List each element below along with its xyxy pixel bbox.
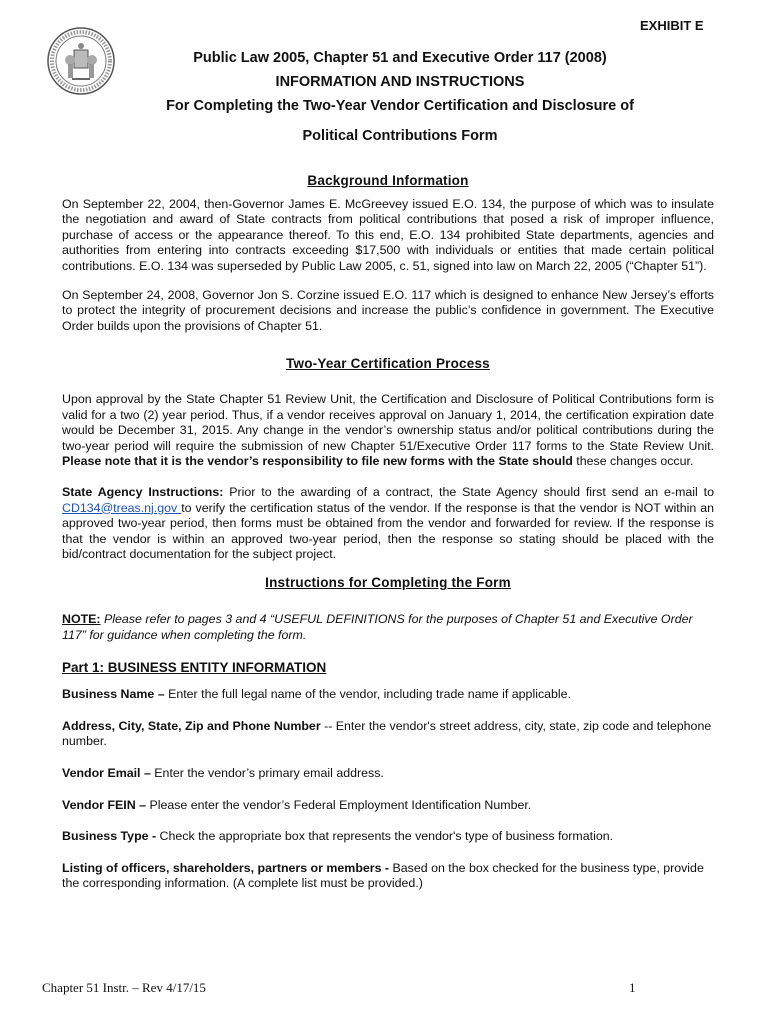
footer-revision: Chapter 51 Instr. – Rev 4/17/15 [42,980,206,995]
instruction-item-text: Based on the box checked for the business type, provide the corresponding information. (A complete list must be provided.) [62,860,704,891]
document-body [62,173,714,892]
agency-instructions-label: State Agency Instructions: [62,484,224,499]
instruction-item [62,861,714,892]
instruction-item [62,829,714,845]
document-title-line1: Public Law 2005, Chapter 51 and Executive Order 117 (2008) [193,50,607,66]
instruction-item-text: -- Enter the vendor's street address, city, state, zip code and telephone number. [62,718,712,749]
certification-text-end: these changes occur. [572,454,694,469]
note-label: NOTE: [62,612,101,627]
instruction-item-label: Vendor Email – [62,766,151,781]
instruction-item-text: Enter the full legal name of the vendor, including trade name if applicable. [164,687,572,702]
instruction-item [62,687,714,703]
background-paragraph-2: On September 24, 2008, Governor Jon S. Corzine issued E.O. 117 which is designed to enhance New Jersey’s efforts to protect the integrity of procurement decisions and increase the public’s confidence in government. The Executive Order builds upon the provisions of Chapter 51. [62,287,714,333]
agency-email-link[interactable]: CD134@treas.nj.gov [62,500,182,515]
instruction-item-text: Please enter the vendor’s Federal Employment Identification Number. [146,797,532,812]
title-block [0,50,770,144]
instructions-heading: Instructions for Completing the Form [265,574,511,590]
part1-heading: Part 1: BUSINESS ENTITY INFORMATION [62,659,327,675]
background-heading: Background Information [307,173,469,188]
instruction-item-label: Business Type - [62,829,157,844]
instruction-item [62,798,714,814]
exhibit-label: EXHIBIT E [640,18,704,33]
certification-text: Upon approval by the State Chapter 51 Review Unit, the Certification and Disclosure of Political Contributions form is valid for a two (2) year period. Thus, if a vendor receives approval on January 1, 2014, the certification expiration date would be December 31, 2015. Any change in the vendor’s ownership status and/or political contributions during the two-year period will require the submission of new Chapter 51/Executive Order 117 forms to the State Review Unit. [62,391,714,453]
instruction-item [62,766,714,782]
instruction-item-label: Address, City, State, Zip and Phone Number [62,718,321,733]
note-text: Please refer to pages 3 and 4 “USEFUL DEFINITIONS for the purposes of Chapter 51 and Executive Order 117” for guidance when completing the form. [62,612,693,643]
instruction-item-text: Enter the vendor’s primary email address. [150,766,384,781]
document-title-line4: Political Contributions Form [302,128,498,144]
certification-heading: Two-Year Certification Process [286,356,490,372]
instruction-item-label: Listing of officers, shareholders, partners or members - [62,860,390,875]
document-title-line3: For Completing the Two-Year Vendor Certification and Disclosure of [166,98,634,114]
instruction-item [62,719,714,750]
page-number: 1 [629,980,636,995]
instruction-item-label: Business Name – [62,687,165,702]
note-paragraph [62,612,714,643]
document-title-line2: INFORMATION AND INSTRUCTIONS [275,74,525,90]
certification-bold-note: Please note that it is the vendor’s responsibility to file new forms with the State should [62,454,573,469]
agency-instructions-paragraph [62,485,714,563]
agency-instructions-text1: Prior to the awarding of a contract, the State Agency should first send an e-mail to [223,484,714,499]
certification-paragraph [62,392,714,470]
agency-instructions-text2: to verify the certification status of the vendor. If the response is that the vendor is NOT within an approved two-year period, then forms must be obtained from the vendor and forwarded for review. If the response is that the vendor is within an approved two-year period, then the response so stating should be placed with the bid/contract documentation for the subject project. [62,500,714,562]
background-paragraph-1: On September 22, 2004, then-Governor James E. McGreevey issued E.O. 134, the purpose of which was to insulate the negotiation and award of State contracts from political contributions that posed a risk of improper influence, purchase of access or the appearance thereof. To this end, E.O. 134 prohibited State departments, agencies and authorities from entering into contracts exceeding $17,500 with individuals or entities that made certain political contributions. E.O. 134 was superseded by Public Law 2005, c. 51, signed into law on March 22, 2005 (“Chapter 51”). [62,196,714,273]
instruction-item-text: Check the appropriate box that represents the vendor's type of business formation. [156,829,614,844]
instruction-item-label: Vendor FEIN – [62,797,146,812]
